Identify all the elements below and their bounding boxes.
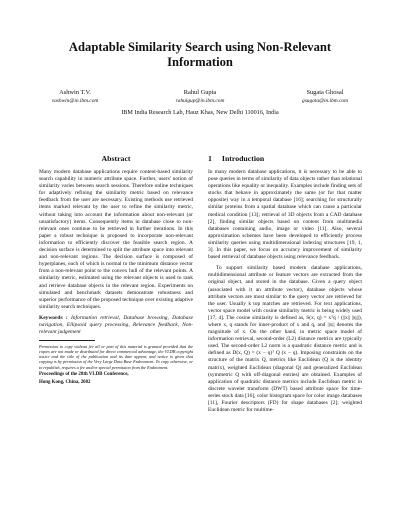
permission-notice: Permission to copy without fee all or part of this material is granted provided that the copies are not made or distributed for direct commercial advantage, the VLDB copyright notice and the title of the publication and its date appear, and notice is given that copying is by permission of the Very Large Data Base Endowment. To copy otherwise, or to republish, requires a fee and/or special permission from the Endowment. [39,344,193,370]
author-1 [20,89,130,105]
author-email: rahulgup@in.ibm.com [175,98,225,104]
author-name: Sugata Ghosal [306,89,344,96]
left-column [39,154,193,386]
title-line-2: Information [167,55,233,69]
paper-title [40,40,360,70]
author-email: vashwin@in.ibm.com [51,98,99,104]
proceedings-line-1: Proceedings of the 28th VLDB Conference, [39,371,129,377]
footnote-divider [39,340,95,341]
author-name: Ashwin T.V. [59,89,91,96]
keywords-block [39,315,193,336]
keywords-label: Keywords : [39,314,68,321]
introduction-heading [208,154,362,163]
title-line-1: Adaptable Similarity Search using Non-Relevant [68,40,332,54]
intro-paragraph-2: To support similarity based modern database applications, multidimensional attribute or feature vectors are extracted from the original object, and stored in the database. Given a query object (associated with it an attribute vector), database objects whose attribute vectors are most similar to the query vector are retrieved for the user. Usually k top matches are retrieved. For text applications, vector space model with cosine similarity metric is being widely used [17, 4]. The cosine similarity is defined as, S(x, q) = xᵀq / (||x|| ||q||), where x, q stands for inner-product of x and q, and ||x|| denotes the magnitude of x. On the other hand, in metric space model of information retrieval, second-order (L2) distance metrics are typically used. The second-order L2 norm is a quadratic distance metric and is defined as D(x, Q) = (x − q)ᵀ Q (x − q). Imposing constraints on the structure of the matrix Q, metrics like Euclidean (Q is the identity matrix), weighted Euclidean (diagonal Q) and generalized Euclidean (symmetric Q with off-diagonal entries) are obtained. Examples of application of quadratic distance metrics include Euclidean metric in discrete wavelet transform (DWT) based attribute space for time-series stock data [16], color histogram space for color image databases [11], Fourier descriptors (FD) for shape databases [2]; weighted Euclidean metric for multime- [208,265,362,414]
section-title: Introduction [221,154,265,163]
abstract-body: Many modern database applications require content-based similarity search capability in numeric attribute space. Further, users' notion of similarity varies between search sessions. Therefore online techniques for adaptively refining the similarity metric based on relevance feedback from the user are necessary. Existing methods use retrieved items marked relevant by the user to refine the similarity metric, without taking into account the information about non-relevant (or unsatisfactory) items. Consequently items in database close to non-relevant ones continue to be retrieved in further iterations. In this paper a robust technique is proposed to incorporate non-relevant information to efficiently discover the feasible search region. A decision surface is determined to split the attribute space into relevant and non-relevant regions. The decision surface is composed of hyperplanes, each of which is normal to the minimum distance vector from a non-relevant point to the convex hull of the relevant points. A similarity metric, estimated using the relevant objects is used to rank and retrieve database objects in the relevant region. Experiments on simulated and benchmark datasets demonstrate robustness and superior performance of the proposed technique over existing adaptive similarity search techniques. [39,169,193,310]
right-column [208,154,362,418]
author-2 [145,89,255,105]
keywords-text: Information retrieval, Database browsing, Database navigation, Ellipsoid query processing, Relevance feedback, Non-relevant judgement [39,314,193,336]
abstract-heading: Abstract [101,154,131,163]
section-number: 1 [208,154,212,163]
author-3 [270,89,380,105]
author-email: gsugata@in.ibm.com [302,98,348,104]
proceedings-line-2: Hong Kong, China, 2002 [39,379,91,385]
author-name: Rahul Gupta [183,89,217,96]
affiliation: IBM India Research Lab, Hauz Khas, New Delhi 110016, India [121,109,279,116]
intro-paragraph-1: In many modern database applications, it is necessary to be able to pose queries in terms of similarity of data objects rather than relational operations like equality or inequality. Examples include finding sets of stocks that behave in approximately the same (or for that matter opposite) way in a temporal database [16]; searching for structurally similar proteins from a spatial database which can cause a particular medical condition [13]; retrieval of 3D objects from a CAD database [2], finding similar objects based on content from multimedia databases containing audio, image or video [11]. Also, several approximation schemes have been developed to efficiently process similarity queries using multidimensional indexing structures [19, 1, 3]. In this paper, we focus on accuracy improvement of similarity based retrieval of database objects using relevance feedback. [208,169,362,261]
